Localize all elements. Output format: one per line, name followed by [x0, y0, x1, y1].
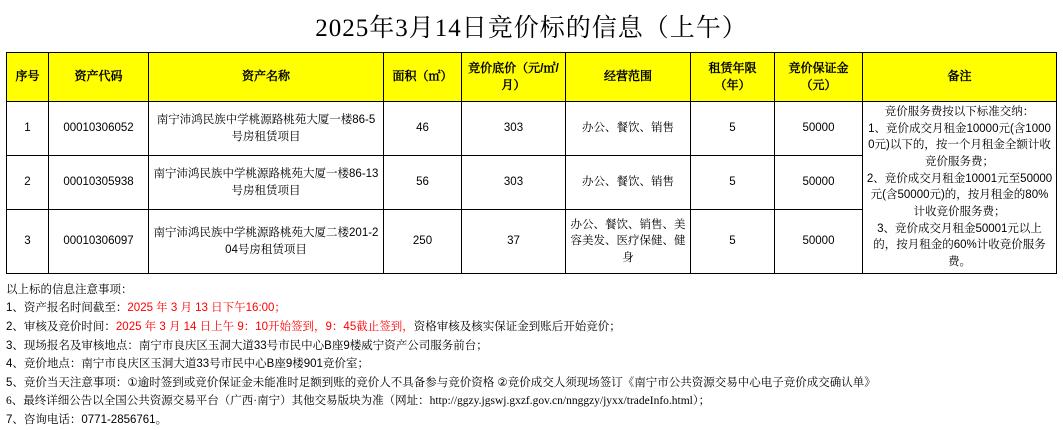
- cell-area: 250: [384, 210, 462, 273]
- table-header-row: [7, 53, 1057, 102]
- notes-section: [6, 281, 1057, 430]
- note-item-7: 7、咨询电话：0771-2856761。: [6, 414, 168, 427]
- cell-code: 00010306097: [49, 210, 149, 273]
- cell-price: 303: [462, 156, 566, 210]
- cell-deposit: 50000: [775, 156, 863, 210]
- cell-years: 5: [691, 210, 775, 273]
- cell-scope: 办公、餐饮、销售: [566, 102, 691, 156]
- remark-line-2: 1、竞价成交月租金10000元(含10000元)以下的，按一个月租金全额计收竞价服务费；: [868, 122, 1051, 169]
- col-header-no: 序号: [7, 53, 49, 102]
- note-item-2: [6, 318, 1057, 337]
- cell-code: 00010305938: [49, 156, 149, 210]
- cell-code: 00010306052: [49, 102, 149, 156]
- cell-no: 1: [7, 102, 49, 156]
- title-bar: [0, 0, 1063, 52]
- note-2-suffix: 资格审核及核实保证金到账后开始竞价；: [413, 320, 621, 333]
- note-item-6: 6、最终详细公告以全国公共资源交易平台（广西·南宁）其他交易版块为准（网址：http://ggzy.jgswj.gxzf.gov.cn/nnggzy/jyxx/tradeInfo.html）；: [6, 395, 711, 408]
- col-header-area: 面积（㎡）: [384, 53, 462, 102]
- remark-line-1: 竞价服务费按以下标准交纳：: [884, 106, 1035, 118]
- cell-scope: 办公、餐饮、销售、美容美发、医疗保健、健身: [566, 210, 691, 273]
- cell-area: 56: [384, 156, 462, 210]
- cell-deposit: 50000: [775, 210, 863, 273]
- cell-name: 南宁沛鸿民族中学桃源路桃苑大厦一楼86-13号房租赁项目: [149, 156, 384, 210]
- cell-years: 5: [691, 102, 775, 156]
- cell-remark: [863, 102, 1057, 274]
- bidding-table: [6, 52, 1057, 274]
- col-header-remark: 备注: [863, 53, 1057, 102]
- remark-line-3: 2、竞价成交月租金10001元至50000元(含50000元)的，按月租金的80%计收竞价服务费；: [866, 172, 1053, 219]
- notes-heading: 以上标的信息注意事项：: [6, 283, 133, 296]
- cell-price: 37: [462, 210, 566, 273]
- col-header-name: 资产名称: [149, 53, 384, 102]
- table-row: [7, 102, 1057, 156]
- note-item-5: 5、竞价当天注意事项：①逾时签到或竞价保证金未能准时足额到账的竞价人不具备参与竞价资格 ②竞价成交人须现场签订《南宁市公共资源交易中心电子竞价成交确认单》: [6, 376, 876, 389]
- note-2-highlight: 2025 年 3 月 14 日上午 9：10开始签到，9：45截止签到，: [115, 320, 414, 333]
- note-2-prefix: 2、审核及竞价时间：: [6, 320, 116, 333]
- note-item-4: 4、竞价地点：南宁市良庆区玉洞大道33号市民中心B座9楼901竞价室；: [6, 358, 369, 371]
- note-item-3: 3、现场报名及审核地点：南宁市良庆区玉洞大道33号市民中心B座9楼威宁资产公司服务前台；: [6, 339, 488, 352]
- note-1-highlight: 2025 年 3 月 13 日下午16:00；: [127, 302, 286, 315]
- cell-no: 2: [7, 156, 49, 210]
- note-item-1: [6, 299, 1057, 318]
- col-header-years: 租赁年限（年）: [691, 53, 775, 102]
- cell-name: 南宁沛鸿民族中学桃源路桃苑大厦二楼201-204号房租赁项目: [149, 210, 384, 273]
- remark-line-4: 3、竞价成交月租金50001元以上的，按月租金的60%计收竞价服务费。: [873, 222, 1046, 269]
- cell-scope: 办公、餐饮、销售: [566, 156, 691, 210]
- cell-area: 46: [384, 102, 462, 156]
- cell-years: 5: [691, 156, 775, 210]
- col-header-code: 资产代码: [49, 53, 149, 102]
- note-1-prefix: 1、资产报名时间截至：: [6, 302, 128, 315]
- col-header-price: 竞价底价（元/㎡/月）: [462, 53, 566, 102]
- page-title: 2025年3月14日竞价标的信息（上午）: [315, 15, 748, 42]
- cell-deposit: 50000: [775, 102, 863, 156]
- cell-no: 3: [7, 210, 49, 273]
- cell-name: 南宁沛鸿民族中学桃源路桃苑大厦一楼86-5号房租赁项目: [149, 102, 384, 156]
- col-header-deposit: 竞价保证金（元）: [775, 53, 863, 102]
- cell-price: 303: [462, 102, 566, 156]
- col-header-scope: 经营范围: [566, 53, 691, 102]
